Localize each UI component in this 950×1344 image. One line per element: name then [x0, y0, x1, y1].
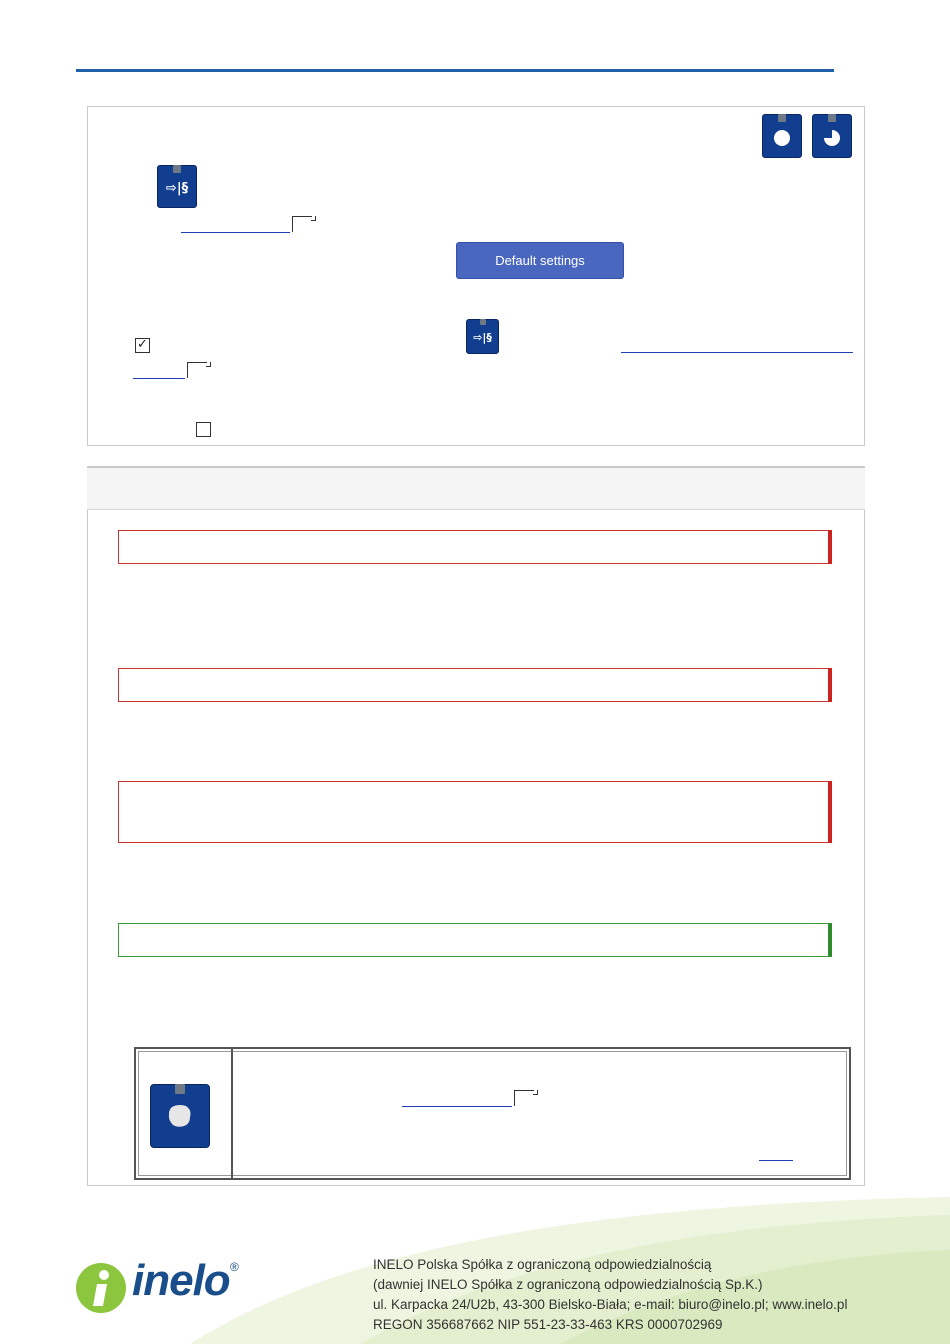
- checkbox-unchecked[interactable]: [196, 422, 211, 437]
- page-reference-icon-3: [514, 1090, 534, 1106]
- tachograph-card-blank-icon: [150, 1084, 210, 1148]
- footer-company-info: [373, 1255, 933, 1335]
- default-settings-label: Default settings: [495, 253, 585, 268]
- link-underline-continuation[interactable]: [133, 378, 185, 379]
- company-line-1: INELO Polska Spółka z ograniczoną odpowiedzialnością: [373, 1257, 712, 1272]
- default-settings-button[interactable]: [456, 242, 624, 279]
- error-message-box-2: [118, 668, 832, 702]
- check-mark-icon: ✓: [137, 337, 148, 352]
- link-underline[interactable]: [181, 232, 290, 233]
- header-rule: [76, 69, 834, 72]
- note-table: [134, 1047, 851, 1180]
- note-link-underline[interactable]: [402, 1106, 512, 1107]
- company-line-4: REGON 356687662 NIP 551-23-33-463 KRS 0000702969: [373, 1317, 723, 1332]
- link-underline-long[interactable]: [621, 352, 853, 353]
- note-table-divider: [231, 1049, 233, 1178]
- tachograph-card-arrow-paragraph-icon-small: [466, 319, 499, 354]
- section-header-bar: [87, 466, 865, 510]
- checkbox-checked[interactable]: [135, 338, 150, 353]
- inelo-logo-text: inelo: [132, 1256, 230, 1305]
- tachograph-card-arrow-paragraph-icon: [157, 165, 197, 208]
- note-link-underline-short[interactable]: [759, 1160, 793, 1161]
- rule-symbol-icon-small: ⇨|§: [473, 331, 492, 344]
- rule-symbol-icon: ⇨|§: [165, 181, 189, 196]
- error-message-box-1: [118, 530, 832, 564]
- error-message-box-3: [118, 781, 832, 843]
- note-table-inner: [138, 1051, 847, 1176]
- registered-mark: ®: [230, 1260, 239, 1274]
- company-line-2: (dawniej INELO Spółka z ograniczoną odpowiedzialnością Sp.K.): [373, 1277, 763, 1292]
- tachograph-card-full-circle-icon: [762, 114, 802, 158]
- inelo-logo-icon: [75, 1262, 127, 1314]
- page-reference-icon: [292, 216, 312, 232]
- page-reference-icon-2: [187, 362, 207, 378]
- tachograph-card-partial-circle-icon: [812, 114, 852, 158]
- success-message-box: [118, 923, 832, 957]
- company-line-3: ul. Karpacka 24/U2b, 43-300 Bielsko-Biała; e-mail: biuro@inelo.pl; www.inelo.pl: [373, 1297, 848, 1312]
